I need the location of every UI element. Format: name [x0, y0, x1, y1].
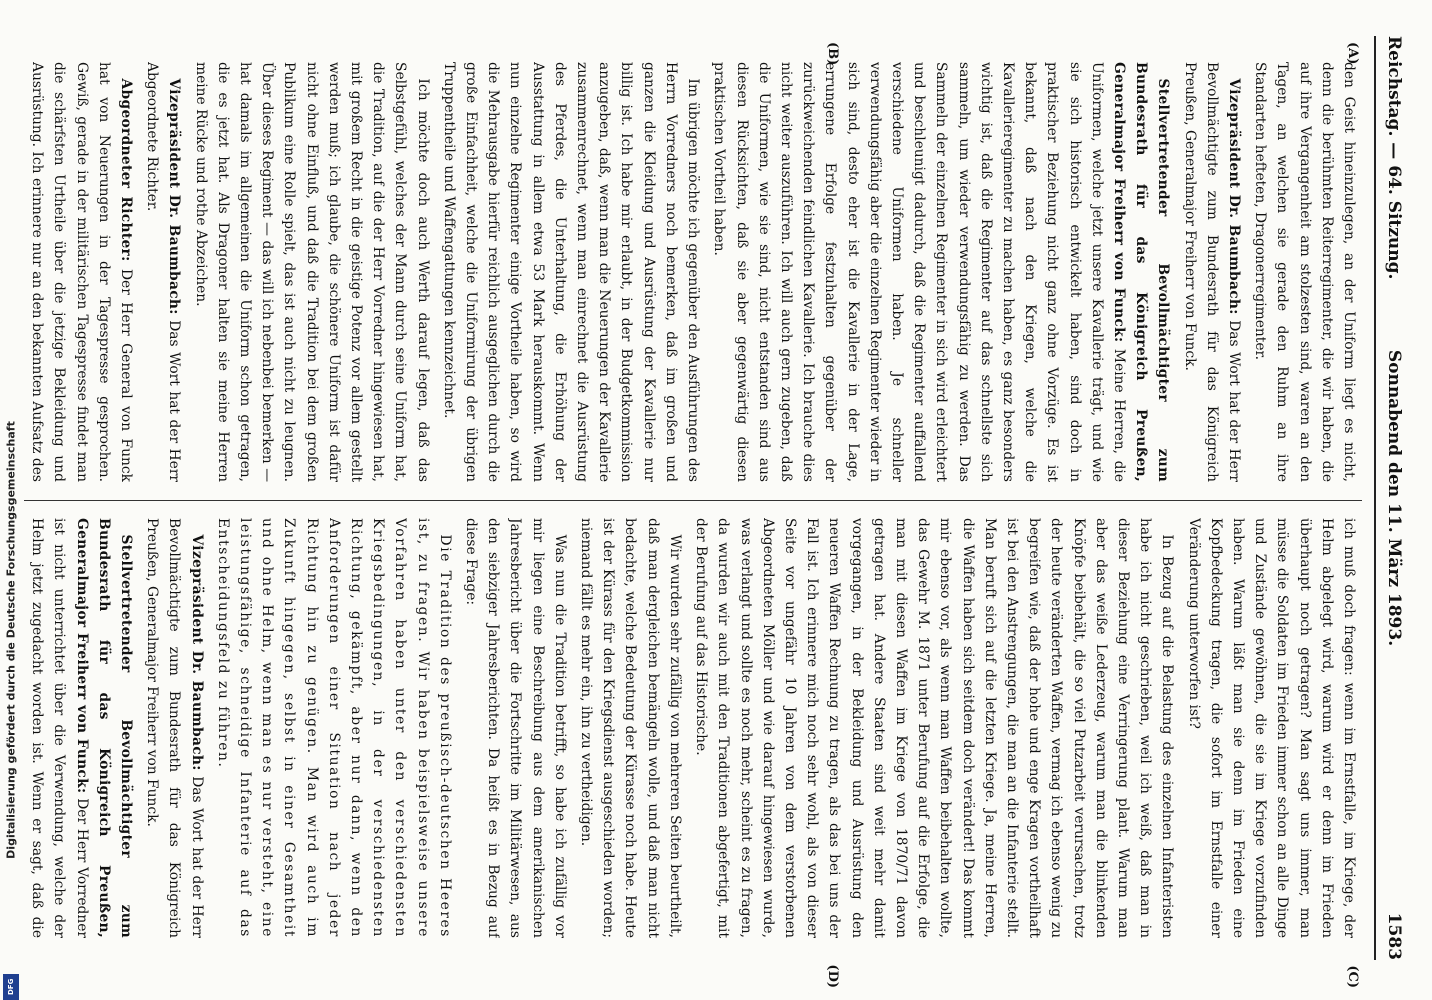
paragraph-text: Das Wort hat der Herr Bevollmächtigte zum Bundesrath für das Königreich Preußen, Generalmajor Freiherr von Funck.	[144, 518, 205, 938]
paragraph-text: den Geist hineinzulegen, an der Uniform liegt es nicht, denn die berühmten Reiterregimenter, die wir haben, die auf ihre Vergangenheit am stolzesten sind, waren an den Tagen, an welchen sie gerade den Ruhm an ihre Standarten hefteten, Dragonerregimenter.	[1252, 62, 1357, 482]
paragraph	[1178, 62, 1245, 482]
page-number: 1583	[1384, 912, 1404, 960]
speaker-name: Stellvertretender Bevollmächtigter zum Bundesrath für das Königreich Preußen, Generalmajor Freiherr von Funck:	[1110, 62, 1172, 482]
paragraph	[141, 62, 185, 482]
paragraph	[575, 518, 686, 938]
paragraph-text: Das Wort hat der Herr Abgeordnete Richter.	[144, 62, 183, 482]
speaker-name: Vizepräsident Dr. Baumbach:	[166, 78, 183, 315]
paragraph-text: Der Herr Vorredner ist nicht unterrichtet über die Verwendung, welche der Helm jetzt zugedacht worden ist. Wenn er sagt, daß die	[29, 518, 90, 938]
paragraph	[1249, 62, 1360, 482]
paragraph-text: In Bezug auf die Belastung des einzelnen Infanteristen habe ich nicht geschrieben, weil ich weiß, daß man in dieser Beziehung eine Verringerung plant. Warum man aber das weiße Lederzeug, warum man die blinkenden Knöpfe beibehält, die so viel Putzarbeit verursachen, trotz der heute veränderten Waffen, vermag ich ebenso wenig zu begreifen wie, daß der hohe und enge Kragen vortheilhaft ist bei den Anstrengungen, die man an die Infanterie stellt. Man beruft sich auf die letzten Kriege. Ja, meine Herren, die Waffen haben sich seitdem doch verändert! Das kommt mir ebenso vor, als wenn man Waffen beibehalten wollte, das Gewehr M. 1871 unter Berufung auf die Erfolge, die man mit diesen Waffen im Kriege von 1870/71 davon getragen hat. Andere Staaten sind weit mehr damit vorgegangen, in der Bekleidung und Ausrüstung den neueren Waffen Rechnung zu tragen, als das bei uns der Fall ist. Ich erinnere mich noch sehr wohl, als von dieser Seite vor ungefähr 10 Jahren von dem verstorbenen Abgeordneten Möller und wie darauf hingewiesen wurde, was verlangt und sollte es noch mehr, scheint es zu fragen, da wurden wir auch mit den Traditionen abgefertigt, mit der Berufung auf das Historische.	[693, 518, 1176, 938]
speaker-name: Vizepräsident Dr. Baumbach:	[188, 534, 205, 771]
paragraph-text: ich muß doch fragen: wenn im Ernstfalle, im Kriege, der Helm abgelegt wird, warum wird er denn im Frieden überhaupt noch getragen? Man sagt uns immer, man müsse die Soldaten im Frieden immer schon an alle Dinge und Zustände gewöhnen, die sie im Kriege vorzufinden haben. Warum läßt man sie denn im Frieden eine Kopfbedeckung tragen, die sofort im Ernstfalle einer Veränderung unterworfen ist?	[1185, 518, 1357, 938]
margin-mark-a: (A)	[1345, 42, 1360, 65]
credit-text: Digitalisierung gefördert durch die Deutsche Forschungsgemeinschaft	[4, 421, 18, 859]
right-column	[24, 518, 1360, 938]
speaker-name: Stellvertretender Bevollmächtigter zum Bundesrath für das Königreich Preußen, Generalmajor Freiherr von Funck:	[73, 518, 135, 938]
header-date: Sonnabend den 11. März 1893.	[1384, 349, 1404, 647]
column-divider	[24, 500, 1362, 501]
dfg-logo-icon: DFG	[3, 974, 19, 1000]
paragraph	[460, 518, 571, 938]
margin-mark-c: (C)	[1345, 965, 1360, 988]
paragraph	[24, 518, 137, 938]
paragraph	[141, 518, 208, 938]
paragraph	[690, 518, 1178, 938]
paragraph-text: Das Wort hat der Herr Bevollmächtigte zum Bundesrath für das Königreich Preußen, Generalmajor Freiherr von Funck.	[1181, 62, 1242, 482]
paragraph-text: Im übrigen möchte ich gegenüber den Ausführungen des Herrn Vorredners noch bemerken, daß im großen und ganzen die Kleidung und Ausrüstung der Kavallerie nur billig ist. Ich habe mir erlaubt, in der Budgetkommission anzugeben, daß, wenn man die Neuerungen der Kavallerie zusammenrechnet, wenn man einrechnet die Ausrüstung des Pferdes, die Unterhaltung, die Erhöhung der Ausstattung in allem etwa 53 Mark herauskommt. Wenn nun einzelne Regimenter einige Vortheile haben, so wird die Mehrausgabe hierfür reichlich ausgeglichen durch die große Einfachheit, welche die Uniformirung der übrigen Truppentheile und Waffengattungen kennzeichnet.	[440, 62, 702, 482]
paragraph-text: Der Herr General von Funck hat von Neuerungen in der Tagespresse gesprochen. Gewiß, gerade in der militärischen Tagespresse findet man die schärfsten Urtheile über die jetzige Bekleidung und Ausrüstung. Ich erinnere nur an den bekannten Aufsatz des	[29, 62, 135, 482]
paragraph-text: Ich möchte doch auch Werth darauf legen, daß das Selbstgefühl, welches der Mann durch seine Uniform hat, die Tradition, auf die der Herr Vorredner hingewiesen hat, mit großem Recht in die geistige Potenz vor allem gestellt werden muß; ich glaube, die schönere Uniform ist dafür nicht ohne Einfluß, und daß die Tradition bei dem großen Publikum eine Rolle spielt, das ist auch nicht zu leugnen. Über dieses Regiment — das will ich nebenbei bemerken — hat damals im allgemeinen die Uniform schon getragen, die es jetzt hat. Als Dragoner halten sie meine Herren meine Rücke und rothe Abzeichen.	[192, 62, 431, 482]
running-header	[1374, 36, 1412, 960]
paragraph	[1182, 518, 1360, 938]
paragraph	[212, 518, 456, 938]
paragraph-text: Meine Herren, die Uniformen, welche jetzt unsere Kavallerie trägt, und wie sie sich historisch entwickelt haben, sind doch in praktischer Beziehung nicht ganz ohne Vorzüge. Es ist bekannt, daß nach den Kriegen, welche die Kavallerieregimenter zu machen haben, es ganz besonders wichtig ist, daß die Regimenter auf das schnellste sich sammeln, um wieder verwendungsfähig zu werden. Das Sammeln der einzelnen Regimenter in sich wird erleichtert und beschleunigt dadurch, daß die Regimenter auffallend verschiedene Uniformen haben. Je schneller verwendungsfähig aber die einzelnen Regimenter wieder in sich sind, desto eher ist die Kavallerie in der Lage, errungene Erfolge festzuhalten gegenüber der zurückweichenden feindlichen Kavallerie. Ich brauche dies nicht weiter auszuführen. Ich will auch gern zugeben, daß die Uniformen, wie sie sind, nicht entstanden sind aus diesen Rücksichten, daß sie aber gegenwärtig diesen praktischen Vortheil haben.	[711, 62, 1127, 482]
left-column	[24, 62, 1360, 482]
speaker-name: Vizepräsident Dr. Baumbach:	[1225, 78, 1242, 315]
paragraph	[189, 62, 433, 482]
speaker-name: Abgeordneter Richter:	[118, 78, 135, 262]
paragraph	[24, 62, 137, 482]
paragraph-text: Die Tradition des preußisch-deutschen Heeres ist, zu fragen. Wir haben beispielsweise unsere Vorfahren haben unter den verschiedensten Kriegsbedingungen, in der verschiedensten Richtung, gekämpft, aber nur dann, wenn den Anforderungen einer Situation nach jeder Richtung hin zu genügen. Man wird auch im Zukunft hingegen, selbst in einer Gesamtheit und ohne Helm, wenn man es nur versteht, eine leistungsfähige, schneidige Infanterie auf das Entscheidungsfeld zu führen.	[214, 518, 453, 938]
paragraph	[438, 62, 704, 482]
margin-mark-d: (D)	[825, 964, 840, 988]
margin-mark-b: (B)	[825, 42, 840, 66]
paragraph-text: Was nun die Tradition betrifft, so habe ich zufällig vor mir liegen eine Beschreibung aus dem amerikanischen Jahresbericht über die Fortschritte im Militärwesen, aus den siebziger Jahresberichten. Da heißt es in Bezug auf diese Frage:	[463, 518, 568, 938]
digitization-credit	[2, 280, 20, 1000]
paragraph	[708, 62, 1174, 482]
header-session: Reichstag. — 64. Sitzung.	[1384, 36, 1404, 280]
paragraph-text: Wir wurden sehr zufällig von mehreren Seiten beurtheilt, daß man dergleichen bemängeln wolle, und daß man nicht bedachte, welche Bedeutung der Kürasse noch habe. Heute ist der Kürass für den Kriegsdienst ausgeschieden worden; niemand fällt es mehr ein, ihn zu vertheidigen.	[578, 518, 683, 938]
